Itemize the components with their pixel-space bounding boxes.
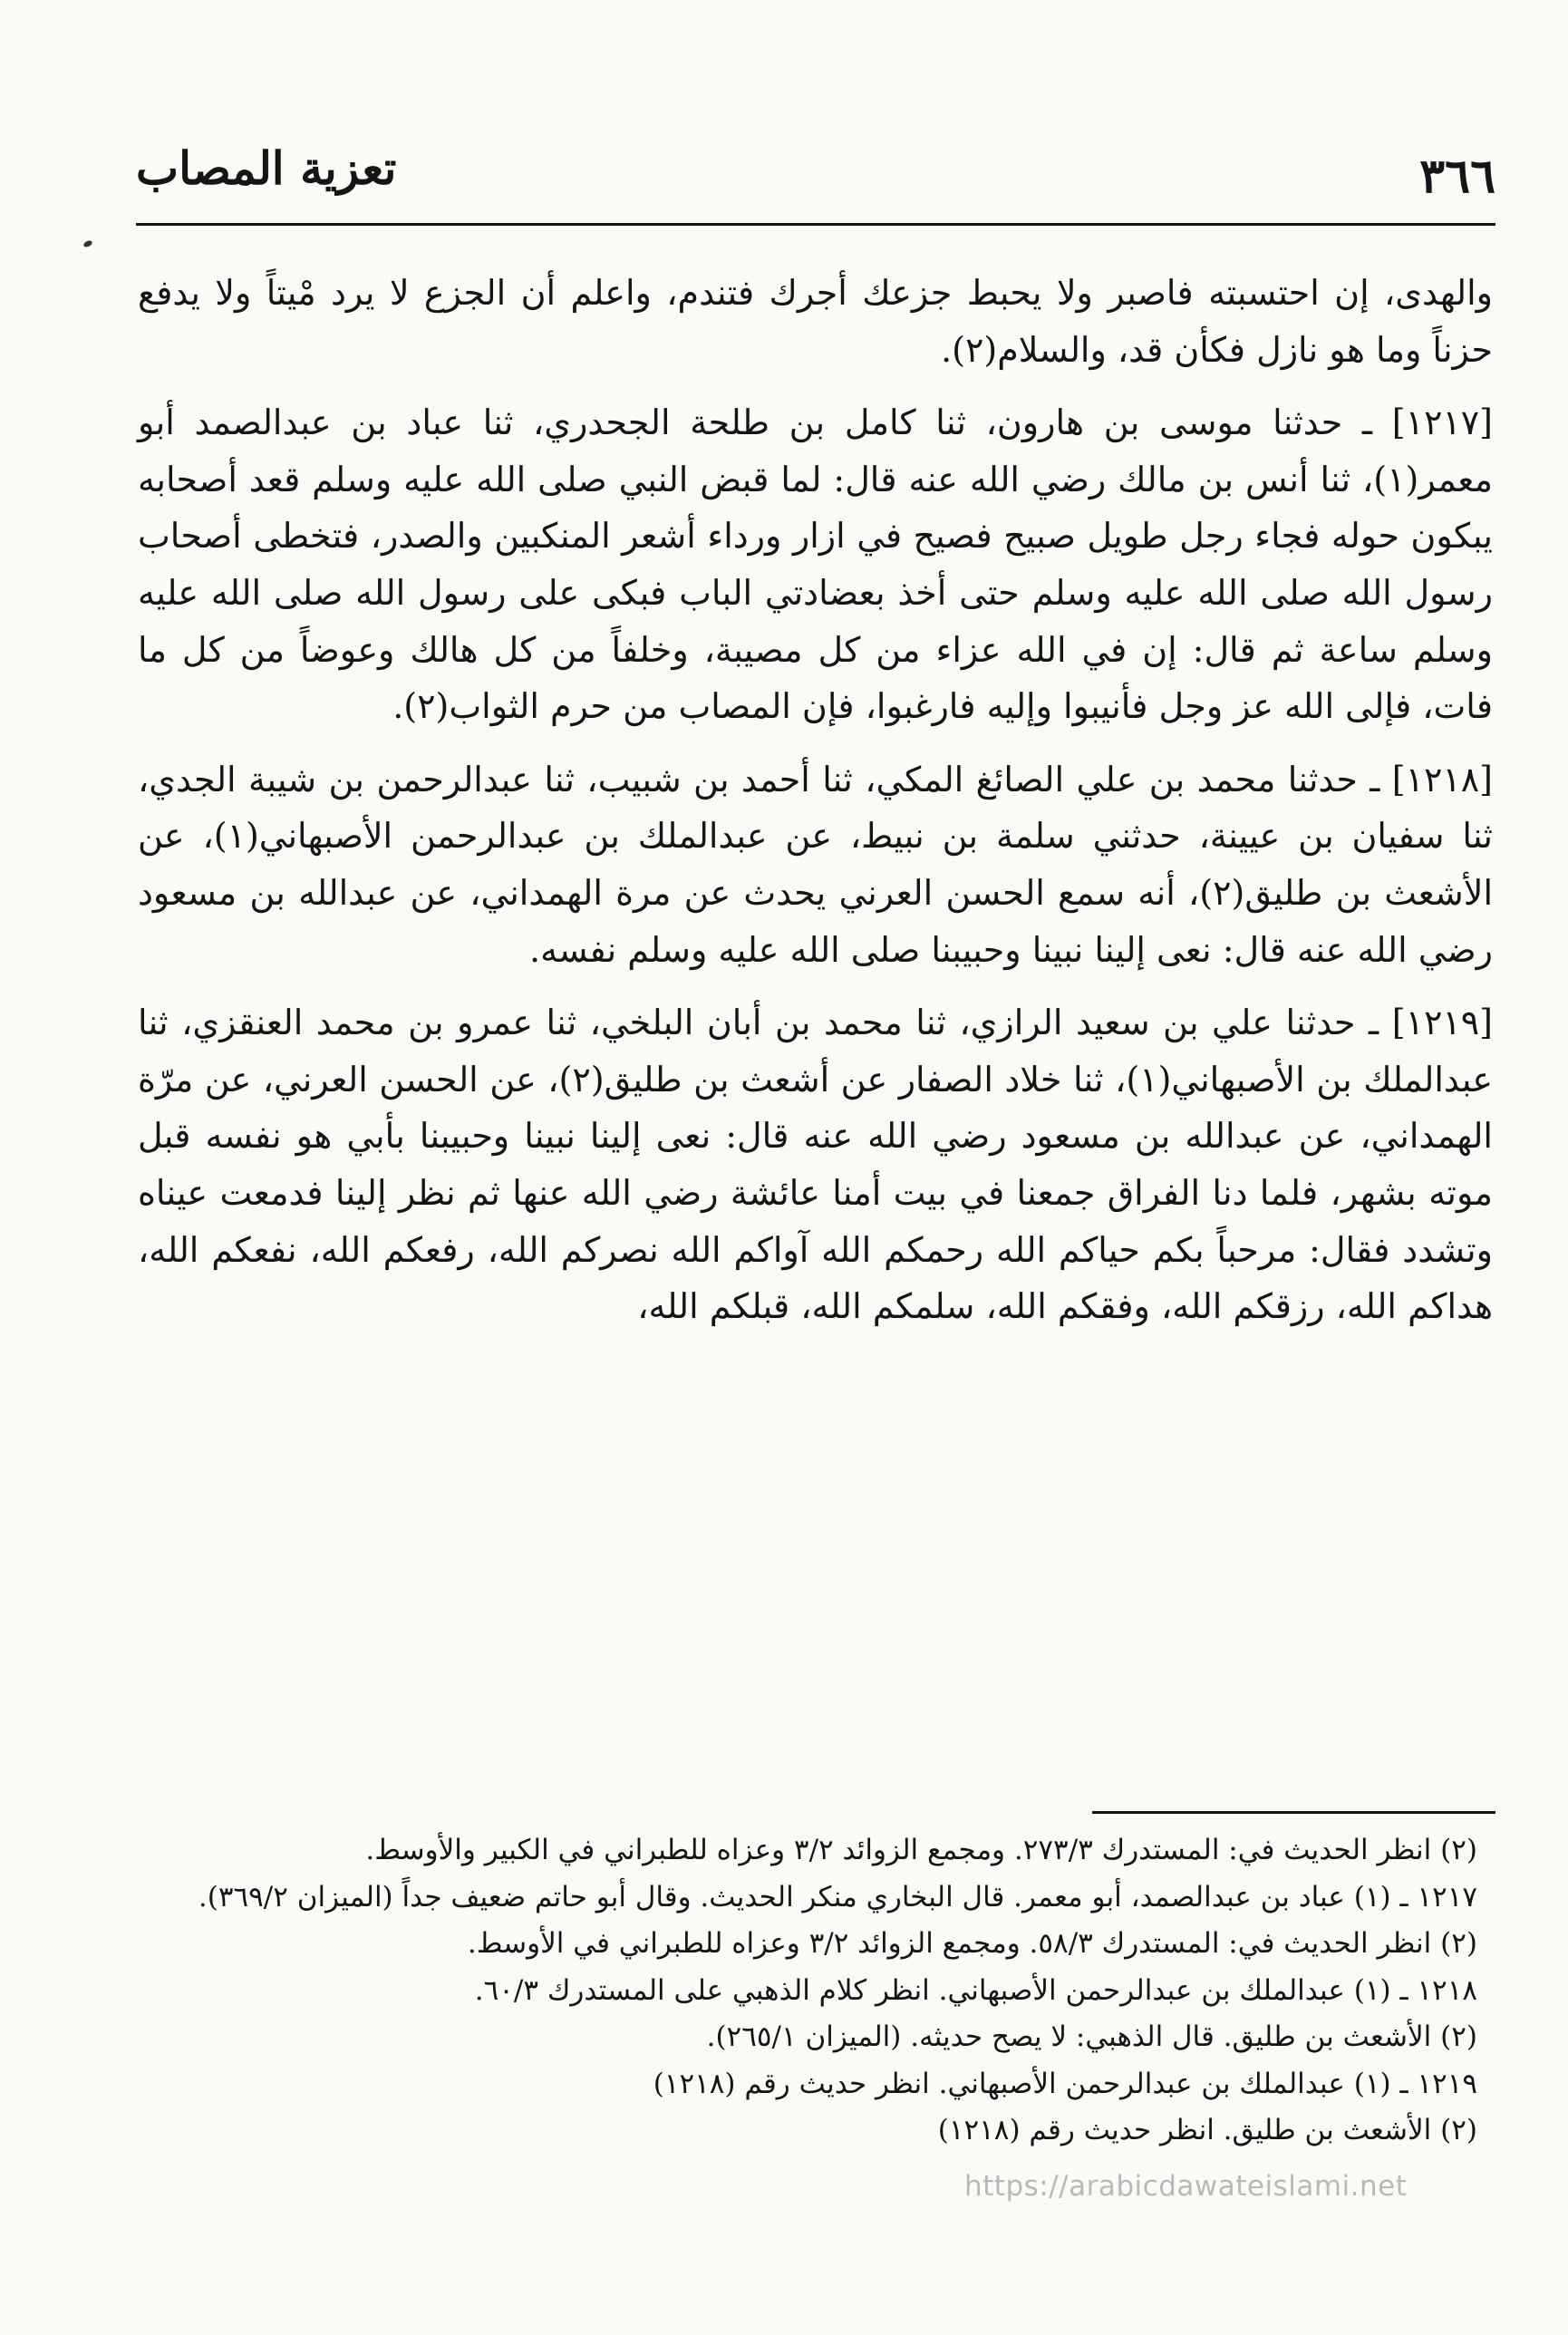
running-title: تعزية المصاب [136, 141, 397, 195]
site-watermark: https://arabicdawateislami.net [964, 2170, 1408, 2203]
footnote: (٢) انظر الحديث في: المستدرك ٥٨/٣. ومجمع الزوائد ٣/٢ وعزاه للطبراني في الأوسط. [467, 1927, 1477, 1960]
footnote: (٢) انظر الحديث في: المستدرك ٢٧٣/٣. ومجمع الزوائد ٣/٢ وعزاه للطبراني في الكبير والأوسط. [365, 1834, 1477, 1866]
footnote: (٢) الأشعث بن طليق. انظر حديث رقم (١٢١٨) [937, 2114, 1477, 2146]
footnote: ١٢١٨ ـ (١) عبدالملك بن عبدالرحمن الأصبهاني. انظر كلام الذهبي على المستدرك ٦٠/٣. [474, 1973, 1477, 2007]
hadith-1217: [١٢١٧] ـ حدثنا موسى بن هارون، ثنا كامل بن طلحة الجحدري، ثنا عباد بن عبدالصمد أبو معمر(١)، ثنا أنس بن مالك رضي الله عنه قال: لما قبض النبي صلى الله عليه وسلم قعد أصحابه يبكون حوله فجاء رجل طويل صبيح فصيح في ازار ورداء أشعر المنكبين والصدر، فتخطى أصحاب رسول الله صلى الله عليه وسلم حتى أخذ بعضادتي الباب فبكى على رسول الله صلى الله عليه وسلم ساعة ثم قال: إن في الله عزاء من كل مصيبة، وخلفاً من كل هالك وعوضاً من كل ما فات، فإلى الله عز وجل فأنيبوا وإليه فارغبوا، فإن المصاب من حرم الثواب(٢). [138, 402, 1493, 727]
page-number: ٣٦٦ [1419, 149, 1495, 204]
hadith-1219: [١٢١٩] ـ حدثنا علي بن سعيد الرازي، ثنا محمد بن أبان البلخي، ثنا عمرو بن محمد العنقزي، ثنا عبدالملك بن الأصبهاني(١)، ثنا خلاد الصفار عن أشعث بن طليق(٢)، عن الحسن العرني، عن مرّة الهمداني، عن عبدالله بن مسعود رضي الله عنه قال: نعى إلينا نبينا وحبيبنا بأبي هو نفسه قبل موته بشهر، فلما دنا الفراق جمعنا في بيت أمنا عائشة رضي الله عنها ثم نظر إلينا فدمعت عيناه وتشدد فقال: مرحباً بكم حياكم الله رحمكم الله آواكم الله نصركم الله، رفعكم الله، نفعكم الله، هداكم الله، رزقكم الله، وفقكم الله، سلمكم الله، قبلكم الله، [138, 1003, 1494, 1327]
footnote: ١٢١٩ ـ (١) عبدالملك بن عبدالرحمن الأصبهاني. انظر حديث رقم (١٢١٨) [653, 2067, 1477, 2100]
main-text [138, 265, 1493, 1352]
header-divider [136, 223, 1495, 226]
footnotes [127, 1827, 1477, 2155]
footnote: ١٢١٧ ـ (١) عباد بن عبدالصمد، أبو معمر. قال البخاري منكر الحديث. وقال أبو حاتم ضعيف جداً (الميزان ٣٦٩/٢). [198, 1880, 1477, 1914]
paragraph-continuation: والهدى، إن احتسبته فاصبر ولا يحبط جزعك أجرك فتندم، واعلم أن الجزع لا يرد مْيتاً ولا يدفع حزناً وما هو نازل فكأن قد، والسلام(٢). [138, 273, 1493, 370]
footnote-divider [1092, 1811, 1495, 1814]
ink-speck [82, 239, 93, 248]
footnote: (٢) الأشعث بن طليق. قال الذهبي: لا يصح حديثه. (الميزان ٢٦٥/١). [706, 2020, 1477, 2053]
hadith-1218: [١٢١٨] ـ حدثنا محمد بن علي الصائغ المكي، ثنا أحمد بن شبيب، ثنا عبدالرحمن بن شيبة الجدي، ثنا سفيان بن عيينة، حدثني سلمة بن نبيط، عن عبدالملك بن عبدالرحمن الأصبهاني(١)، عن الأشعث بن طليق(٢)، أنه سمع الحسن العرني يحدث عن مرة الهمداني، عن عبدالله بن مسعود رضي الله عنه قال: نعى إلينا نبينا وحبيبنا صلى الله عليه وسلم نفسه. [138, 759, 1494, 970]
page-header [136, 136, 1495, 223]
